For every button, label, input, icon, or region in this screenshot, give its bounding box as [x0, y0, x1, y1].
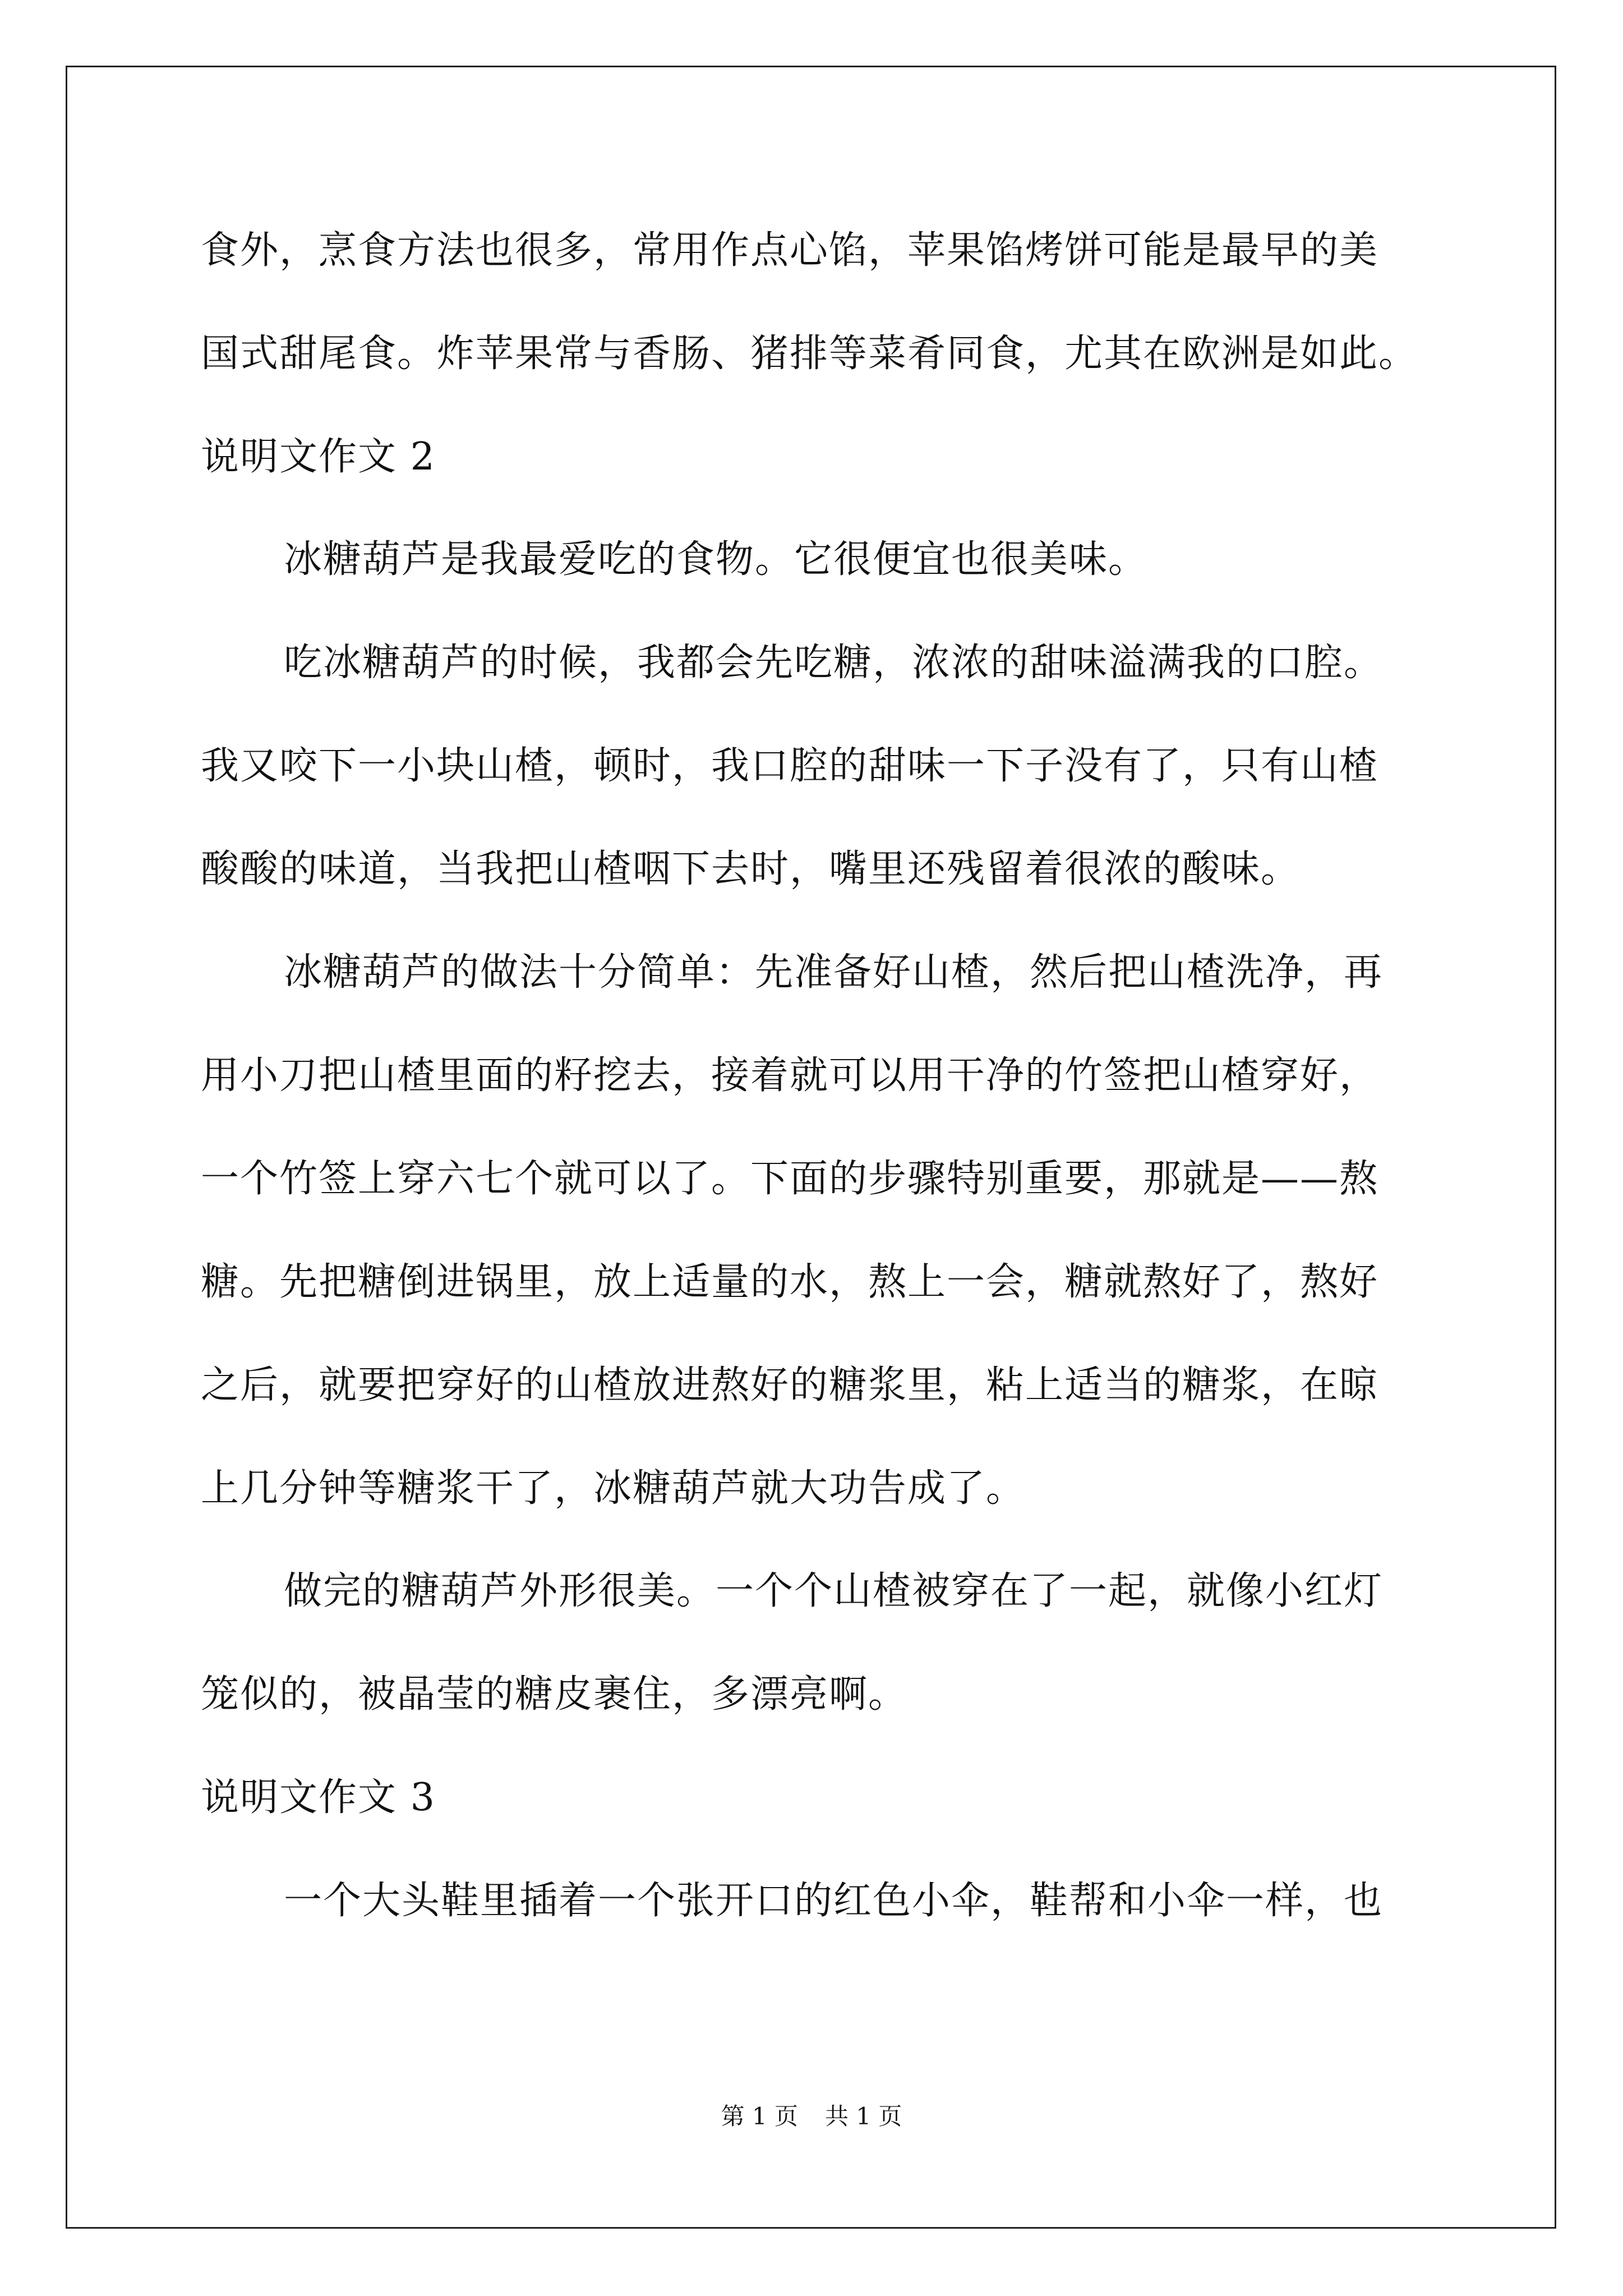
- paragraph-line: 吃冰糖葫芦的时候，我都会先吃糖，浓浓的甜味溢满我的口腔。: [284, 641, 1384, 685]
- paragraph-line: 酸酸的味道，当我把山楂咽下去时，嘴里还残留着很浓的酸味。: [201, 847, 1301, 891]
- paragraph-line: 一个竹签上穿六七个就可以了。下面的步骤特别重要，那就是——熬: [201, 1157, 1379, 1201]
- paragraph-line: 上几分钟等糖浆干了，冰糖葫芦就大功告成了。: [201, 1466, 1026, 1511]
- paragraph-line: 我又咬下一小块山楂，顿时，我口腔的甜味一下子没有了，只有山楂: [201, 744, 1379, 788]
- page-number: 第 1 页: [721, 2102, 798, 2130]
- page-footer: [0, 2101, 1623, 2132]
- page-total: 共 1 页: [825, 2102, 902, 2130]
- paragraph-line: 笼似的，被晶莹的糖皮裹住，多漂亮啊。: [201, 1672, 908, 1717]
- paragraph-line: 一个大头鞋里插着一个张开口的红色小伞，鞋帮和小伞一样，也: [284, 1879, 1384, 1923]
- paragraph-line: 冰糖葫芦是我最爱吃的食物。它很便宜也很美味。: [284, 537, 1148, 582]
- paragraph-line: 国式甜尾食。炸苹果常与香肠、猪排等菜肴同食，尤其在欧洲是如此。: [201, 332, 1418, 376]
- paragraph-line: 用小刀把山楂里面的籽挖去，接着就可以用干净的竹签把山楂穿好，: [201, 1053, 1379, 1098]
- section-heading: 说明文作文 2: [201, 435, 436, 479]
- paragraph-line: 糖。先把糖倒进锅里，放上适量的水，熬上一会，糖就熬好了，熬好: [201, 1260, 1379, 1304]
- paragraph-line: 食外，烹食方法也很多，常用作点心馅，苹果馅烤饼可能是最早的美: [201, 228, 1379, 273]
- paragraph-line: 做完的糖葫芦外形很美。一个个山楂被穿在了一起，就像小红灯: [284, 1569, 1384, 1613]
- paragraph-line: 之后，就要把穿好的山楂放进熬好的糖浆里，粘上适当的糖浆，在晾: [201, 1363, 1379, 1407]
- paragraph-line: 冰糖葫芦的做法十分简单：先准备好山楂，然后把山楂洗净，再: [284, 950, 1384, 995]
- section-heading: 说明文作文 3: [201, 1775, 436, 1820]
